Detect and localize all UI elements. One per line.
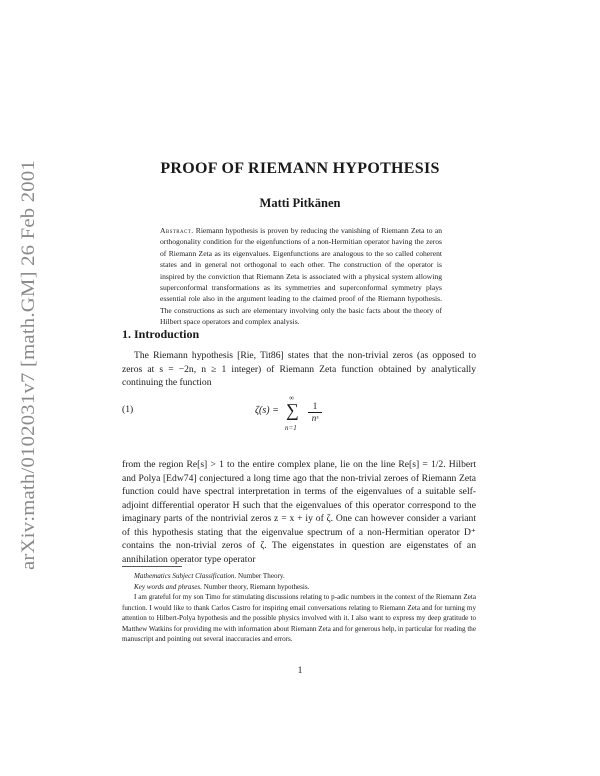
- zeta-equation: [255, 394, 375, 440]
- equation-fraction: [308, 401, 322, 424]
- footnotes: [122, 571, 476, 645]
- section-heading: 1. Introduction: [122, 327, 200, 341]
- footnote-divider: [122, 566, 182, 567]
- page-number: 1: [297, 665, 303, 676]
- sum-upper-limit: ∞: [289, 394, 294, 402]
- msc-value: Number Theory.: [238, 572, 285, 580]
- paper-title: PROOF OF RIEMANN HYPOTHESIS: [160, 160, 440, 177]
- abstract-text: Riemann hypothesis is proven by reducing the vanishing of Riemann Zeta to an orthogonality condition for the eigenfunctions of a non-Hermitian operator having the zeros of Riemann Zeta as its eigenvalues. Eigenfunctions are analogous to the so called coherent states and in general not orthogonal to each other. The construction of the operator is inspired by the conviction that Riemann Zeta is associated with a physical system allowing superconformal transformations as its symmetries and superconformal symmetry plays essential role also in the argument leading to the claimed proof of the Riemann hypothesis. The constructions as such are elementary involving only the basic facts about the theory of Hilbert space operators and complex analysis.: [160, 226, 442, 327]
- footnote-keywords: [122, 582, 476, 593]
- footnote-msc: [122, 571, 476, 582]
- intro-paragraph-1: The Riemann hypothesis [Rie, Tit86] states that the non-trivial zeros (as opposed to zeros at s = −2n, n ≥ 1 integer) of Riemann Zeta function obtained by analytically continuing the function: [122, 350, 476, 388]
- footnote-thanks: I am grateful for my son Timo for stimulating discussions relating to p-adic numbers in the context of the Riemann Zeta function. I would like to thank Carlos Castro for inspiring email conversations relating to Riemann Zeta and for turning my attention to Hilbert-Polya hypothesis and the possible physics involved with it. I also want to express my deep gratitude to Matthew Watkins for providing me with information about Riemann Zeta and for generous help, in particular for reading the manuscript and pointing out several inaccuracies and errors.: [122, 593, 476, 643]
- keywords-value: Number theory, Riemann hypothesis.: [203, 582, 310, 591]
- msc-label: Mathematics Subject Classification.: [134, 572, 237, 580]
- sum-lower-limit: n=1: [285, 424, 297, 432]
- intro-paragraph-2: from the region Re[s] > 1 to the entire complex plane, lie on the line Re[s] = 1/2. Hilbert and Polya [Edw74] conjectured a long time ago that the non-trivial zeroes of Riemann Zeta function could have spectral interpretation in terms of the eigenvalues of a suitable self-adjoint differential operator H such that the eigenvalues of this operator correspond to the imaginary parts of the nontrivial zeros z = x + iy of ζ. One can however consider a variant of this hypothesis stating that the eigenvalue spectrum of a non-Hermitian operator D⁺ contains the non-trivial zeros of ζ. The eigenstates in question are eigenstates of an annihilation operator type operator: [122, 459, 476, 565]
- fraction-denominator: nˢ: [311, 413, 319, 423]
- sum-symbol: ∑: [286, 400, 299, 420]
- arxiv-identifier-stamp: [4, 158, 48, 570]
- keywords-label: Key words and phrases.: [134, 582, 202, 591]
- abstract-label: Abstract.: [160, 226, 194, 235]
- paper-author: Matti Pitkänen: [259, 196, 341, 210]
- equation-lhs: ζ(s) =: [255, 405, 279, 416]
- abstract: [160, 225, 442, 328]
- arxiv-identifier-text: arXiv:math/0102031v7 [math.GM] 26 Feb 2001: [18, 193, 39, 570]
- equation-number: (1): [122, 404, 134, 415]
- fraction-numerator: 1: [308, 401, 322, 413]
